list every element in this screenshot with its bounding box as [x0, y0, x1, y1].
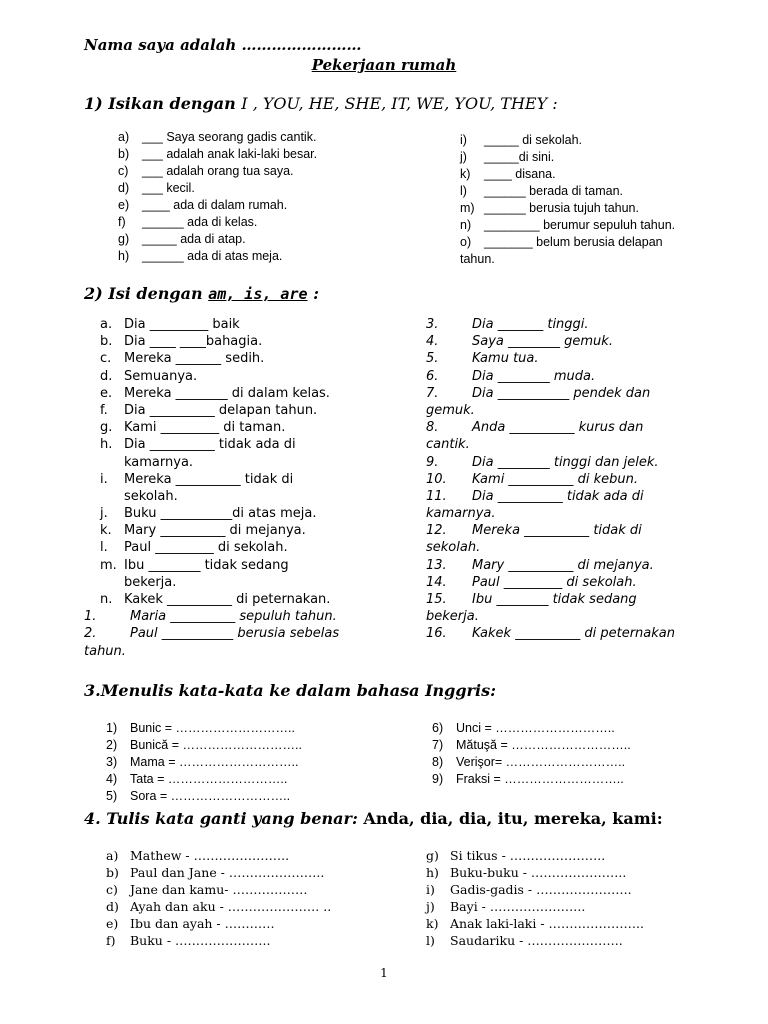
- list-item: [426, 471, 756, 488]
- item-text: Paul _________ di sekolah.: [472, 574, 637, 590]
- item-text: Sora = ………………………..: [130, 789, 291, 803]
- item-text: Saya ________ gemuk.: [472, 334, 613, 350]
- list-item-continuation: [84, 454, 414, 471]
- list-item: [426, 557, 756, 574]
- item-text: Verişor= ………………………..: [456, 755, 626, 769]
- item-label: d): [106, 899, 119, 914]
- list-item: [84, 591, 414, 608]
- item-text-continuation: gemuk.: [426, 402, 475, 418]
- item-text: Paul dan Jane - …………………..: [130, 865, 325, 880]
- item-text: ____ ada di dalam rumah.: [142, 198, 288, 212]
- list-item: [426, 368, 756, 385]
- list-item: [432, 771, 732, 788]
- item-label: b.: [100, 334, 113, 350]
- item-text: Ayah dan aku - …………………. ..: [130, 899, 332, 914]
- item-text: Dia __________ delapan tahun.: [124, 402, 318, 418]
- item-label: f): [106, 933, 116, 948]
- section4-right-list: [426, 847, 726, 949]
- item-text: _____di sini.: [484, 150, 555, 164]
- list-item: [426, 591, 756, 608]
- list-item: [84, 316, 414, 333]
- item-label: j): [426, 899, 435, 914]
- list-item: [84, 385, 414, 402]
- item-text-continuation: sekolah.: [426, 540, 481, 556]
- item-text: ______ berada di taman.: [484, 184, 623, 198]
- section2-heading: 2) Isi dengan am, is, are :: [84, 284, 320, 303]
- item-label: 4): [106, 772, 118, 786]
- item-text: Dia ________ tinggi dan jelek.: [472, 454, 659, 470]
- item-label: d.: [100, 368, 113, 384]
- item-text: Unci = ………………………..: [456, 721, 615, 735]
- item-label: k.: [100, 523, 112, 539]
- list-item: [106, 881, 406, 898]
- list-item: [426, 350, 756, 367]
- item-text: Mama = ………………………..: [130, 755, 299, 769]
- item-text: ______ ada di atas meja.: [142, 249, 283, 263]
- list-item: [118, 180, 418, 197]
- list-item: [426, 522, 756, 539]
- item-text: _______ belum berusia delapan: [484, 235, 663, 249]
- item-label: h): [426, 865, 439, 880]
- item-text: Dia ________ muda.: [472, 368, 596, 384]
- list-item: [106, 898, 406, 915]
- item-text: Anak laki-laki - …………………..: [450, 916, 644, 931]
- list-item: [460, 200, 760, 217]
- item-label: c.: [100, 351, 112, 367]
- list-item: [460, 166, 760, 183]
- item-text-continuation: cantik.: [426, 437, 470, 453]
- item-text: Mătuşă = ………………………..: [456, 738, 631, 752]
- list-item: [84, 436, 414, 453]
- section2-left-list: [84, 316, 414, 660]
- list-item: [426, 316, 756, 333]
- section1-left-list: [118, 129, 418, 265]
- item-text-continuation: kamarnya.: [124, 454, 194, 470]
- item-text: Bunic = ………………………..: [130, 721, 295, 735]
- item-text: Fraksi = ………………………..: [456, 772, 624, 786]
- item-label: l.: [100, 540, 108, 556]
- list-item: [432, 737, 732, 754]
- item-label: i): [426, 882, 435, 897]
- item-text: Kami __________ di kebun.: [472, 471, 638, 487]
- item-text: Mary __________ di mejanya.: [472, 557, 654, 573]
- item-label: 10.: [426, 471, 447, 487]
- item-label: 2.: [84, 626, 97, 642]
- section3-left-list: [106, 720, 406, 805]
- item-label: b): [106, 865, 119, 880]
- list-item-continuation: [460, 251, 760, 268]
- item-text: Ibu dan ayah - …………: [130, 916, 275, 931]
- item-text: ______ berusia tujuh tahun.: [484, 201, 639, 215]
- list-item-continuation: [426, 402, 756, 419]
- item-text-continuation: tahun.: [460, 252, 495, 266]
- item-text-continuation: tahun.: [84, 643, 126, 659]
- item-label: 15.: [426, 592, 447, 607]
- item-label: l): [426, 933, 435, 948]
- item-label: e.: [100, 385, 113, 401]
- item-label: 5.: [426, 351, 439, 367]
- list-item-continuation: [84, 488, 414, 505]
- list-item: [118, 197, 418, 214]
- item-label: g): [118, 232, 130, 246]
- item-label: 1.: [84, 609, 97, 625]
- list-item: [106, 720, 406, 737]
- list-item: [84, 471, 414, 488]
- item-text: Kami _________ di taman.: [124, 420, 286, 436]
- item-label: 1): [106, 721, 118, 735]
- list-item: [118, 163, 418, 180]
- item-label: a.: [100, 317, 113, 332]
- item-text: _____ ada di atap.: [142, 232, 246, 246]
- page-number: 1: [380, 966, 388, 980]
- item-text: ________ berumur sepuluh tahun.: [484, 218, 676, 232]
- item-text: Semuanya.: [124, 368, 198, 384]
- item-text: ___ Saya seorang gadis cantik.: [142, 130, 317, 144]
- item-text: Kakek __________ di peternakan: [472, 626, 675, 642]
- item-label: o): [460, 235, 472, 249]
- list-item-continuation: [426, 608, 756, 625]
- item-label: m): [460, 201, 475, 215]
- item-text-continuation: sekolah.: [124, 488, 178, 504]
- list-item: [84, 608, 414, 625]
- list-item: [106, 737, 406, 754]
- list-item: [84, 522, 414, 539]
- item-label: m.: [100, 557, 117, 573]
- item-label: 3.: [426, 317, 439, 332]
- item-label: 8.: [426, 420, 439, 436]
- list-item: [84, 625, 414, 642]
- name-line: Nama saya adalah ……………………: [84, 36, 362, 54]
- item-text: ___ adalah anak laki-laki besar.: [142, 147, 318, 161]
- item-label: a): [118, 130, 130, 144]
- list-item-continuation: [426, 539, 756, 556]
- item-text-continuation: kamarnya.: [426, 506, 496, 522]
- item-text: Gadis-gadis - …………………..: [450, 882, 632, 897]
- list-item: [84, 402, 414, 419]
- list-item: [106, 754, 406, 771]
- item-label: d): [118, 181, 130, 195]
- item-label: n): [460, 218, 472, 232]
- list-item: [118, 231, 418, 248]
- item-text: Paul ___________ berusia sebelas: [130, 626, 340, 642]
- list-item: [426, 385, 756, 402]
- item-text: Tata = ………………………..: [130, 772, 288, 786]
- item-label: 4.: [426, 334, 439, 350]
- list-item: [106, 847, 406, 864]
- list-item: [106, 915, 406, 932]
- list-item: [460, 132, 760, 149]
- list-item: [118, 248, 418, 265]
- item-label: j): [460, 150, 467, 164]
- item-text: Mereka ________ di dalam kelas.: [124, 385, 330, 401]
- item-label: f): [118, 215, 126, 229]
- section4-left-list: [106, 847, 406, 949]
- list-item: [460, 183, 760, 200]
- list-item: [426, 488, 756, 505]
- item-text: Buku-buku - …………………..: [450, 865, 627, 880]
- item-label: i): [460, 133, 467, 147]
- item-text: Saudariku - …………………..: [450, 933, 623, 948]
- item-text: Dia _______ tinggi.: [472, 317, 589, 332]
- list-item: [432, 720, 732, 737]
- item-text: ______ ada di kelas.: [142, 215, 258, 229]
- list-item: [426, 864, 726, 881]
- section3-heading: 3.Menulis kata-kata ke dalam bahasa Inggris:: [84, 681, 496, 700]
- item-text-continuation: bekerja.: [124, 574, 177, 590]
- item-label: a): [106, 848, 119, 863]
- item-text: Ibu ________ tidak sedang: [124, 557, 289, 573]
- item-label: n.: [100, 592, 113, 607]
- item-label: g): [426, 848, 439, 863]
- item-text: Dia ___________ pendek dan: [472, 385, 651, 401]
- item-text: Dia ____ ____bahagia.: [124, 334, 263, 350]
- item-label: e): [118, 198, 130, 212]
- item-label: 11.: [426, 488, 447, 504]
- item-text-continuation: bekerja.: [426, 609, 479, 625]
- item-label: 6.: [426, 368, 439, 384]
- list-item: [460, 149, 760, 166]
- item-text: Buku - …………………..: [130, 933, 271, 948]
- item-label: 6): [432, 721, 444, 735]
- item-text: ____ disana.: [484, 167, 556, 181]
- section1-heading: 1) Isikan dengan I , YOU, HE, SHE, IT, WE, YOU, THEY :: [84, 94, 558, 113]
- item-label: 12.: [426, 523, 447, 539]
- list-item: [84, 419, 414, 436]
- item-text: Maria __________ sepuluh tahun.: [130, 609, 337, 625]
- list-item-continuation: [426, 436, 756, 453]
- list-item: [426, 574, 756, 591]
- item-label: 5): [106, 789, 118, 803]
- list-item: [460, 217, 760, 234]
- item-text: Dia _________ baik: [124, 317, 240, 332]
- item-text: Mereka _______ sedih.: [124, 351, 265, 367]
- item-label: 14.: [426, 574, 447, 590]
- list-item-continuation: [84, 574, 414, 591]
- list-item: [84, 505, 414, 522]
- list-item: [426, 915, 726, 932]
- item-label: c): [118, 164, 129, 178]
- list-item: [84, 368, 414, 385]
- list-item: [106, 788, 406, 805]
- item-text: Ibu ________ tidak sedang: [472, 592, 637, 607]
- item-text: Paul _________ di sekolah.: [124, 540, 288, 556]
- item-text: Dia __________ tidak ada di: [124, 437, 296, 453]
- list-item: [84, 557, 414, 574]
- item-label: 2): [106, 738, 118, 752]
- item-label: 13.: [426, 557, 447, 573]
- item-text: Dia __________ tidak ada di: [472, 488, 644, 504]
- item-text: Kamu tua.: [472, 351, 539, 367]
- item-label: b): [118, 147, 130, 161]
- list-item: [118, 129, 418, 146]
- list-item: [426, 333, 756, 350]
- item-text: Mereka __________ tidak di: [472, 523, 642, 539]
- list-item: [118, 214, 418, 231]
- list-item: [84, 333, 414, 350]
- section3-right-list: [432, 720, 732, 788]
- section2-right-list: [426, 316, 756, 643]
- list-item: [106, 771, 406, 788]
- list-item: [106, 864, 406, 881]
- item-label: 7): [432, 738, 444, 752]
- item-text: Si tikus - …………………..: [450, 848, 606, 863]
- item-text: Bayi - …………………..: [450, 899, 586, 914]
- item-label: 16.: [426, 626, 447, 642]
- item-label: i.: [100, 471, 108, 487]
- item-label: f.: [100, 402, 108, 418]
- list-item: [106, 932, 406, 949]
- item-label: 7.: [426, 385, 439, 401]
- list-item: [84, 350, 414, 367]
- item-label: 9.: [426, 454, 439, 470]
- item-text: Mathew - …………………..: [130, 848, 290, 863]
- list-item: [426, 898, 726, 915]
- item-text: ___ adalah orang tua saya.: [142, 164, 294, 178]
- item-label: e): [106, 916, 119, 931]
- list-item: [84, 539, 414, 556]
- item-text: Kakek __________ di peternakan.: [124, 592, 331, 607]
- page-title: Pekerjaan rumah: [311, 56, 457, 74]
- list-item: [118, 146, 418, 163]
- list-item: [426, 419, 756, 436]
- list-item: [426, 932, 726, 949]
- item-label: 9): [432, 772, 444, 786]
- list-item: [426, 454, 756, 471]
- item-label: l): [460, 184, 467, 198]
- item-label: k): [426, 916, 439, 931]
- list-item: [460, 234, 760, 251]
- list-item: [426, 881, 726, 898]
- item-text: Anda __________ kurus dan: [472, 420, 644, 436]
- item-label: 8): [432, 755, 444, 769]
- item-text: Jane dan kamu- ………………: [130, 882, 308, 897]
- item-text: Mereka __________ tidak di: [124, 471, 294, 487]
- list-item-continuation: [84, 643, 414, 660]
- item-text: Bunică = ………………………..: [130, 738, 302, 752]
- item-label: h): [118, 249, 130, 263]
- section4-heading: 4. Tulis kata ganti yang benar: Anda, dia, dia, itu, mereka, kami:: [84, 809, 663, 828]
- item-label: k): [460, 167, 471, 181]
- item-text: ___ kecil.: [142, 181, 195, 195]
- item-label: c): [106, 882, 118, 897]
- list-item: [426, 625, 756, 642]
- item-label: 3): [106, 755, 118, 769]
- list-item-continuation: [426, 505, 756, 522]
- list-item: [426, 847, 726, 864]
- list-item: [432, 754, 732, 771]
- item-text: Mary __________ di mejanya.: [124, 523, 306, 539]
- item-label: h.: [100, 437, 113, 453]
- item-text: _____ di sekolah.: [484, 133, 582, 147]
- item-label: j.: [100, 506, 108, 522]
- section1-right-list: [460, 132, 760, 268]
- item-label: g.: [100, 420, 113, 436]
- item-text: Buku ___________di atas meja.: [124, 506, 317, 522]
